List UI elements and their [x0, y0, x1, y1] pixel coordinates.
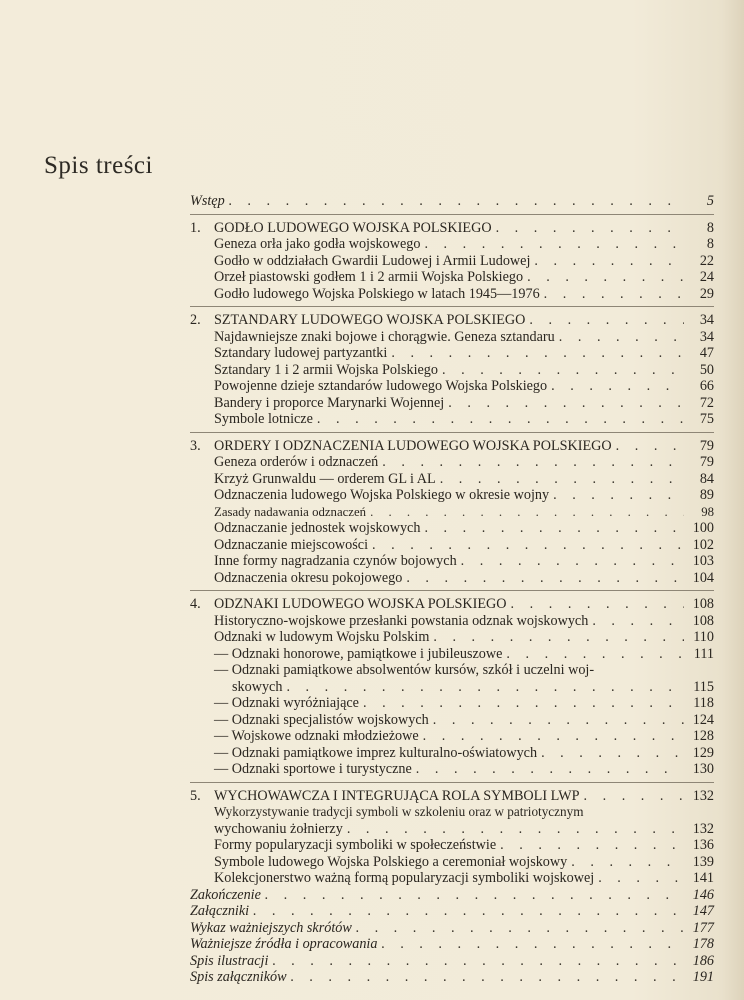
- leader-dots: [391, 345, 684, 362]
- section-number: 1.: [190, 219, 201, 236]
- toc-entry-zrodla: [190, 936, 714, 953]
- toc-page-number: 136: [692, 837, 714, 853]
- toc-entry: [190, 728, 714, 745]
- toc-entry-title: Odznaczanie jednostek wojskowych: [214, 520, 421, 536]
- toc-entry-title: Spis załączników: [190, 969, 287, 985]
- toc-entry-title: — Odznaki honorowe, pamiątkowe i jubileuszowe: [214, 645, 503, 662]
- leader-dots: [553, 487, 684, 504]
- toc-page-number: 8: [706, 219, 714, 236]
- toc-entry-title: Formy popularyzacji symboliki w społeczeństwie: [214, 837, 497, 853]
- toc-entry-title: Inne formy nagradzania czynów bojowych: [214, 553, 457, 569]
- toc-entry-title: Odznaczenia ludowego Wojska Polskiego w okresie wojny: [214, 487, 550, 503]
- section-divider: [190, 782, 714, 783]
- toc-page-number: 132: [692, 820, 714, 837]
- toc-entry-title: Spis ilustracji: [190, 952, 269, 969]
- leader-dots: [448, 395, 684, 412]
- section-number: 2.: [190, 312, 201, 328]
- leader-dots: [544, 286, 684, 303]
- toc-page-number: 132: [692, 787, 714, 804]
- toc-entry-title: Powojenne dzieje sztandarów ludowego Wojska Polskiego: [214, 378, 548, 394]
- toc-entry-zalaczniki: [190, 903, 714, 920]
- toc-entry: [190, 329, 714, 346]
- leader-dots: [592, 613, 684, 630]
- leader-dots: [317, 411, 684, 428]
- toc-entry-title: Godło ludowego Wojska Polskiego w latach 1945—1976: [214, 285, 540, 302]
- toc-entry: [190, 378, 714, 395]
- toc-page-number: 115: [693, 678, 714, 695]
- toc-page-number: 104: [692, 569, 714, 586]
- leader-dots: [506, 646, 684, 663]
- leader-dots: [370, 504, 684, 521]
- leader-dots: [511, 596, 684, 613]
- toc-page-number: 178: [692, 936, 714, 952]
- leader-dots: [424, 520, 684, 537]
- toc-entry: [190, 253, 714, 270]
- toc-entry: [190, 411, 714, 428]
- toc-entry-title-continued: wychowaniu żołnierzy: [214, 820, 343, 837]
- toc-entry-spis-ilustracji: [190, 953, 714, 970]
- toc-entry: [190, 345, 714, 362]
- leader-dots: [527, 269, 684, 286]
- toc-section-1: [190, 220, 714, 237]
- leader-dots: [356, 920, 684, 937]
- toc-entry-title: Ważniejsze źródła i opracowania: [190, 936, 378, 952]
- leader-dots: [253, 903, 684, 920]
- toc-entry: [190, 646, 714, 663]
- toc-entry: [190, 553, 714, 570]
- leader-dots: [461, 553, 684, 570]
- toc-page-number: 146: [692, 886, 714, 903]
- toc-page-number: 129: [692, 744, 714, 761]
- leader-dots: [551, 378, 684, 395]
- toc-entry-title: Wykaz ważniejszych skrótów: [190, 919, 352, 936]
- leader-dots: [363, 695, 684, 712]
- toc-entry-title: Geneza orderów i odznaczeń: [214, 454, 379, 470]
- toc-entry: [190, 821, 714, 838]
- toc-page-number: 103: [692, 553, 714, 569]
- section-title: WYCHOWAWCZA I INTEGRUJĄCA ROLA SYMBOLI LWP: [214, 787, 580, 804]
- leader-dots: [500, 837, 684, 854]
- toc-page-number: 75: [699, 411, 714, 427]
- toc-entry: [190, 870, 714, 887]
- toc-entry-title: Odznaczanie miejscowości: [214, 536, 369, 553]
- toc-page-number: 177: [692, 919, 714, 936]
- section-divider: [190, 306, 714, 307]
- toc-page-number: 47: [699, 345, 714, 361]
- toc-entry: [190, 570, 714, 587]
- toc-entry-title: Sztandary 1 i 2 armii Wojska Polskiego: [214, 361, 438, 378]
- toc-entry-title: — Odznaki specjalistów wojskowych: [214, 711, 429, 728]
- toc-entry-title: Załączniki: [190, 903, 250, 919]
- section-title: SZTANDARY LUDOWEGO WOJSKA POLSKIEGO: [214, 312, 526, 328]
- toc-entry: [190, 487, 714, 504]
- leader-dots: [286, 679, 684, 696]
- leader-dots: [424, 236, 684, 253]
- leader-dots: [440, 471, 684, 488]
- leader-dots: [382, 454, 684, 471]
- toc-page-number: 110: [693, 629, 714, 645]
- toc-entry-title: Odznaki w ludowym Wojsku Polskim: [214, 629, 430, 645]
- toc-entry-title: Najdawniejsze znaki bojowe i chorągwie. Geneza sztandaru: [214, 328, 555, 345]
- toc-entry-title: Wykorzystywanie tradycji symboli w szkoleniu oraz w patriotycznym: [214, 804, 584, 819]
- section-title: ORDERY I ODZNACZENIA LUDOWEGO WOJSKA POLSKIEGO: [214, 437, 612, 454]
- section-divider: [190, 214, 714, 215]
- toc-entry: [190, 854, 714, 871]
- leader-dots: [272, 953, 684, 970]
- toc-entry: [190, 629, 714, 646]
- toc-entry: [190, 537, 714, 554]
- leader-dots: [423, 728, 684, 745]
- leader-dots: [229, 193, 684, 210]
- toc-section-3: [190, 438, 714, 455]
- section-divider: [190, 590, 714, 591]
- toc-page-number: 72: [699, 394, 714, 411]
- toc-entry: [190, 362, 714, 379]
- leader-dots: [347, 821, 684, 838]
- toc-page-number: 22: [699, 252, 714, 269]
- toc-section-4: [190, 596, 714, 613]
- toc-entry-title: Symbole ludowego Wojska Polskiego a ceremoniał wojskowy: [214, 853, 568, 870]
- toc-page-number: 89: [699, 487, 714, 503]
- toc-entry: [190, 662, 714, 679]
- toc-page-number: 98: [701, 504, 714, 519]
- toc-page-number: 34: [699, 312, 714, 328]
- toc-entry: [190, 695, 714, 712]
- section-number: 5.: [190, 787, 201, 804]
- toc-page-number: 79: [699, 437, 714, 454]
- toc-page-number: 111: [693, 645, 714, 662]
- toc-page-number: 108: [692, 596, 714, 612]
- toc-page-number: 108: [692, 612, 714, 629]
- toc-entry: [190, 504, 714, 521]
- leader-dots: [584, 788, 685, 805]
- toc-page-number: 84: [699, 470, 714, 487]
- toc-entry-title: — Odznaki sportowe i turystyczne: [214, 761, 412, 777]
- toc-entry: [190, 837, 714, 854]
- toc-page-number: 8: [706, 236, 714, 252]
- toc-entry-title-continued: skowych: [232, 678, 283, 695]
- leader-dots: [442, 362, 684, 379]
- toc-section-5: [190, 788, 714, 805]
- toc-page-number: 141: [692, 870, 714, 886]
- toc-entry: [190, 471, 714, 488]
- leader-dots: [496, 220, 684, 237]
- section-number: 3.: [190, 437, 201, 454]
- section-number: 4.: [190, 596, 201, 612]
- toc-entry-title: Zasady nadawania odznaczeń: [214, 504, 367, 519]
- toc-entry: [190, 286, 714, 303]
- toc-page-number: 186: [692, 952, 714, 969]
- toc-entry-title: Orzeł piastowski godłem 1 i 2 armii Wojska Polskiego: [214, 269, 524, 285]
- toc-entry-title: — Odznaki wyróżniające: [214, 695, 359, 711]
- toc-entry-title: Odznaczenia okresu pokojowego: [214, 569, 403, 586]
- toc-entry: [190, 679, 714, 696]
- leader-dots: [381, 936, 684, 953]
- toc-page-number: 130: [692, 761, 714, 777]
- leader-dots: [559, 329, 684, 346]
- toc-entry-title: Kolekcjonerstwo ważną formą popularyzacji symboliki wojskowej: [214, 870, 595, 886]
- toc-page-number: 139: [692, 853, 714, 870]
- toc-section-2: [190, 312, 714, 329]
- leader-dots: [529, 312, 684, 329]
- toc-entry: [190, 712, 714, 729]
- toc-entry: [190, 395, 714, 412]
- section-divider: [190, 432, 714, 433]
- toc-page-number: 34: [699, 328, 714, 345]
- leader-dots: [372, 537, 684, 554]
- toc-entry-title: — Odznaki pamiątkowe imprez kulturalno-oświatowych: [214, 744, 538, 761]
- toc-page-number: 102: [692, 536, 714, 553]
- table-of-contents: [190, 193, 714, 986]
- toc-page-number: 147: [692, 903, 714, 919]
- leader-dots: [406, 570, 684, 587]
- toc-entry: [190, 520, 714, 537]
- toc-page-number: 50: [699, 361, 714, 378]
- leader-dots: [598, 870, 684, 887]
- toc-entry: [190, 613, 714, 630]
- leader-dots: [416, 761, 684, 778]
- toc-entry-title: Godło w oddziałach Gwardii Ludowej i Armii Ludowej: [214, 252, 531, 269]
- toc-page-number: 118: [693, 695, 714, 711]
- leader-dots: [265, 887, 684, 904]
- toc-entry-title: Historyczno-wojskowe przesłanki powstania odznak wojskowych: [214, 612, 589, 629]
- leader-dots: [433, 629, 684, 646]
- toc-entry: [190, 745, 714, 762]
- toc-entry: [190, 269, 714, 286]
- toc-page-number: 29: [699, 285, 714, 302]
- toc-entry-zakonczenie: [190, 887, 714, 904]
- toc-entry-wstep: [190, 193, 714, 210]
- leader-dots: [541, 745, 684, 762]
- toc-entry-spis-zalacznikow: [190, 969, 714, 986]
- toc-page-number: 100: [692, 520, 714, 536]
- leader-dots: [433, 712, 684, 729]
- toc-entry: [190, 454, 714, 471]
- leader-dots: [616, 438, 684, 455]
- toc-entry-title: — Odznaki pamiątkowe absolwentów kursów, szkół i uczelni woj-: [214, 662, 595, 678]
- toc-entry-title: Zakończenie: [190, 886, 261, 903]
- toc-page-number: 5: [706, 193, 714, 209]
- leader-dots: [534, 253, 684, 270]
- toc-entry: [190, 804, 714, 821]
- toc-entry-title: Geneza orła jako godła wojskowego: [214, 236, 421, 252]
- toc-entry-title: Sztandary ludowej partyzantki: [214, 345, 388, 361]
- toc-page-number: 128: [692, 728, 714, 744]
- toc-page-number: 191: [692, 969, 714, 985]
- leader-dots: [291, 969, 684, 986]
- toc-entry-title: Symbole lotnicze: [214, 411, 313, 427]
- toc-page-number: 66: [699, 378, 714, 394]
- toc-entry: [190, 761, 714, 778]
- toc-entry-title: Bandery i proporce Marynarki Wojennej: [214, 394, 445, 411]
- toc-entry: [190, 236, 714, 253]
- toc-page-number: 24: [699, 269, 714, 285]
- page-title: Spis treści: [44, 152, 153, 179]
- toc-entry-title: Wstęp: [190, 193, 225, 209]
- toc-page-number: 124: [692, 711, 714, 728]
- toc-entry-title: — Wojskowe odznaki młodzieżowe: [214, 728, 419, 744]
- toc-entry-wykaz-skrotow: [190, 920, 714, 937]
- section-title: GODŁO LUDOWEGO WOJSKA POLSKIEGO: [214, 219, 492, 236]
- toc-page-number: 79: [699, 454, 714, 470]
- leader-dots: [571, 854, 684, 871]
- section-title: ODZNAKI LUDOWEGO WOJSKA POLSKIEGO: [214, 596, 507, 612]
- toc-entry-title: Krzyż Grunwaldu — orderem GL i AL: [214, 470, 436, 487]
